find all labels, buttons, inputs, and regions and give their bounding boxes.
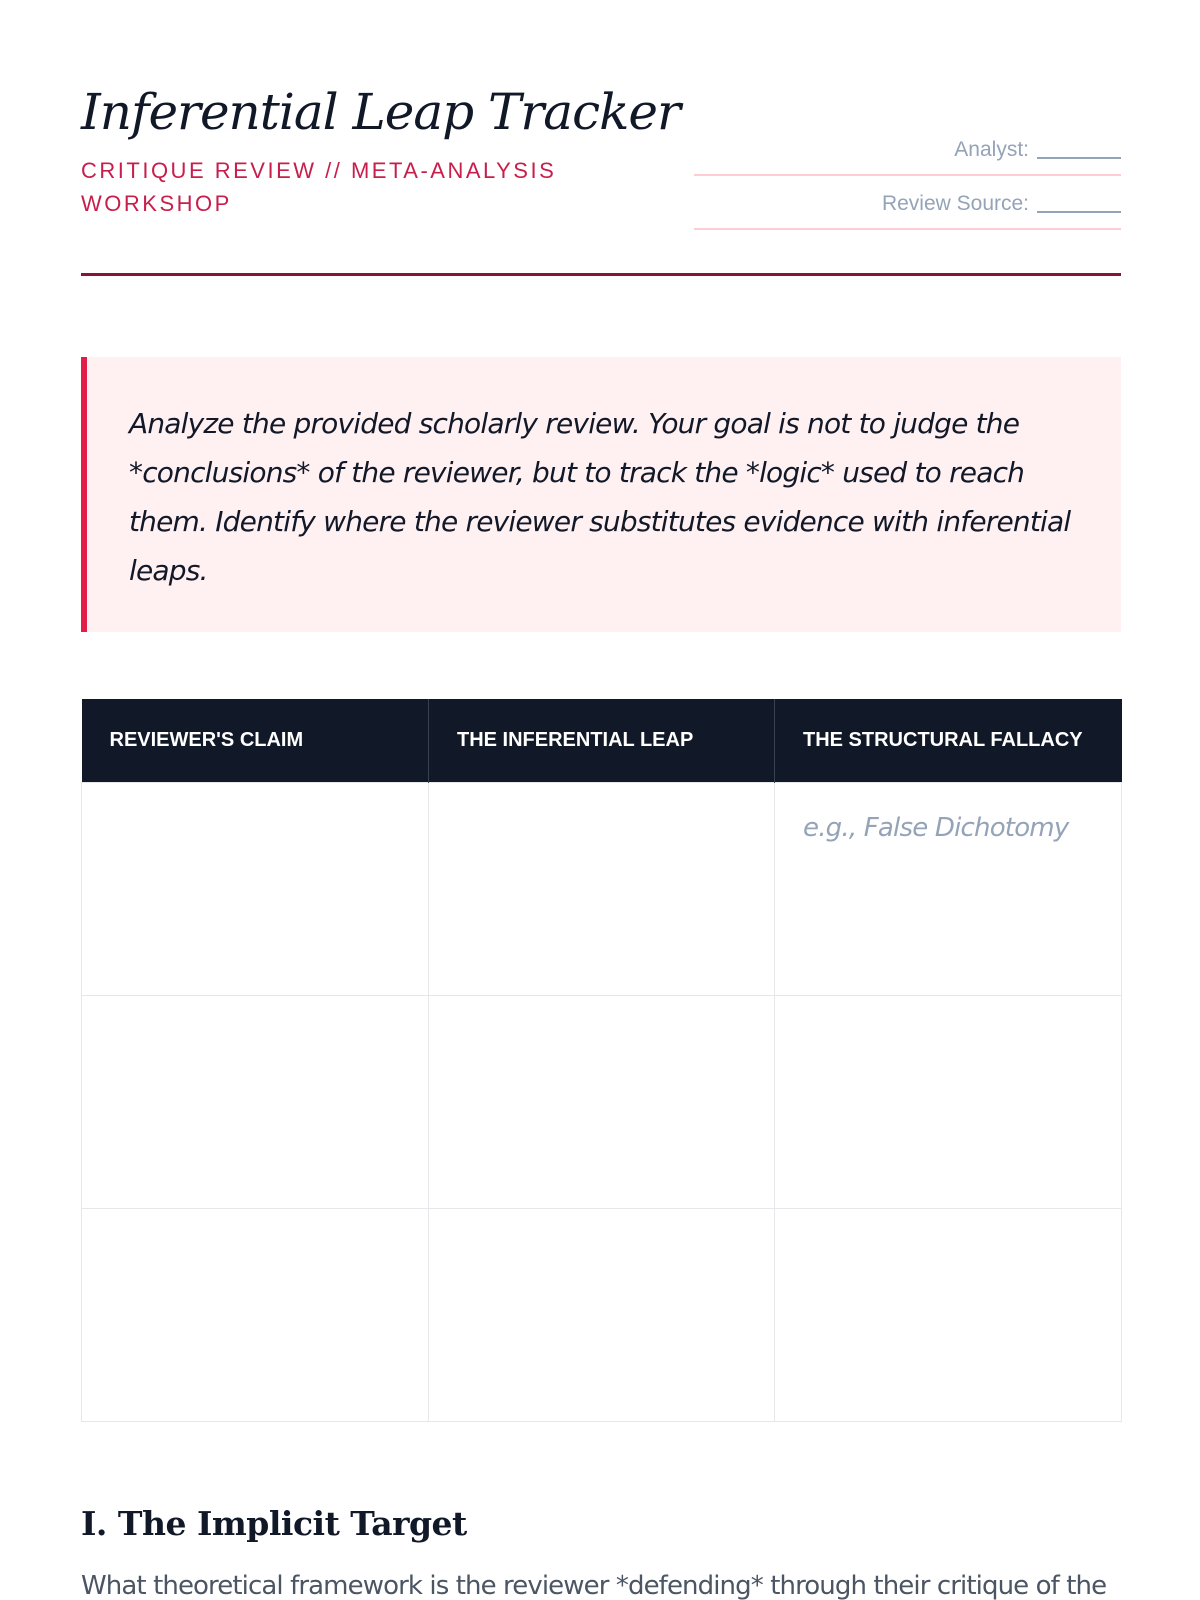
page-title: Inferential Leap Tracker <box>81 83 680 141</box>
header-divider <box>81 273 1121 276</box>
leap-cell[interactable] <box>429 782 775 995</box>
section-prompt-text: What theoretical framework is the reviewer *defending* through their critique of the <box>81 1571 1107 1600</box>
table-header-row <box>82 699 1122 782</box>
analyst-field[interactable] <box>694 122 1121 176</box>
meta-fields <box>694 122 1121 230</box>
leap-cell[interactable] <box>429 1208 775 1421</box>
review-source-blank-line[interactable] <box>1037 195 1121 213</box>
table-row <box>82 1208 1122 1421</box>
analyst-label: Analyst: <box>954 138 1029 161</box>
claim-cell[interactable] <box>82 782 429 995</box>
column-header-leap: THE INFERENTIAL LEAP <box>429 699 775 782</box>
review-source-label: Review Source: <box>881 192 1029 215</box>
claim-cell[interactable] <box>82 995 429 1208</box>
fallacy-placeholder: e.g., False Dichotomy <box>803 812 1069 843</box>
page-subtitle: CRITIQUE REVIEW // META-ANALYSIS WORKSHOP <box>81 158 557 216</box>
instructions-text: Analyze the provided scholarly review. Your goal is not to judge the *conclusions* of the reviewer, but to track the *logic* used to reach them. Identify where the reviewer substitutes evidence with inferential leaps. <box>129 407 1071 587</box>
worksheet-page <box>81 0 1121 1600</box>
fallacy-cell[interactable] <box>775 782 1122 995</box>
leap-tracker-table <box>81 699 1122 1422</box>
review-source-field[interactable] <box>694 176 1121 230</box>
leap-cell[interactable] <box>429 995 775 1208</box>
fallacy-cell[interactable] <box>775 995 1122 1208</box>
table-row <box>82 995 1122 1208</box>
instructions-callout <box>81 357 1121 632</box>
analyst-blank-line[interactable] <box>1037 141 1121 159</box>
table-row <box>82 782 1122 995</box>
column-header-fallacy: THE STRUCTURAL FALLACY <box>775 699 1122 782</box>
section-heading: I. The Implicit Target <box>81 1504 467 1543</box>
fallacy-cell[interactable] <box>775 1208 1122 1421</box>
worksheet-header <box>81 78 1121 278</box>
claim-cell[interactable] <box>82 1208 429 1421</box>
column-header-claim: REVIEWER'S CLAIM <box>82 699 429 782</box>
